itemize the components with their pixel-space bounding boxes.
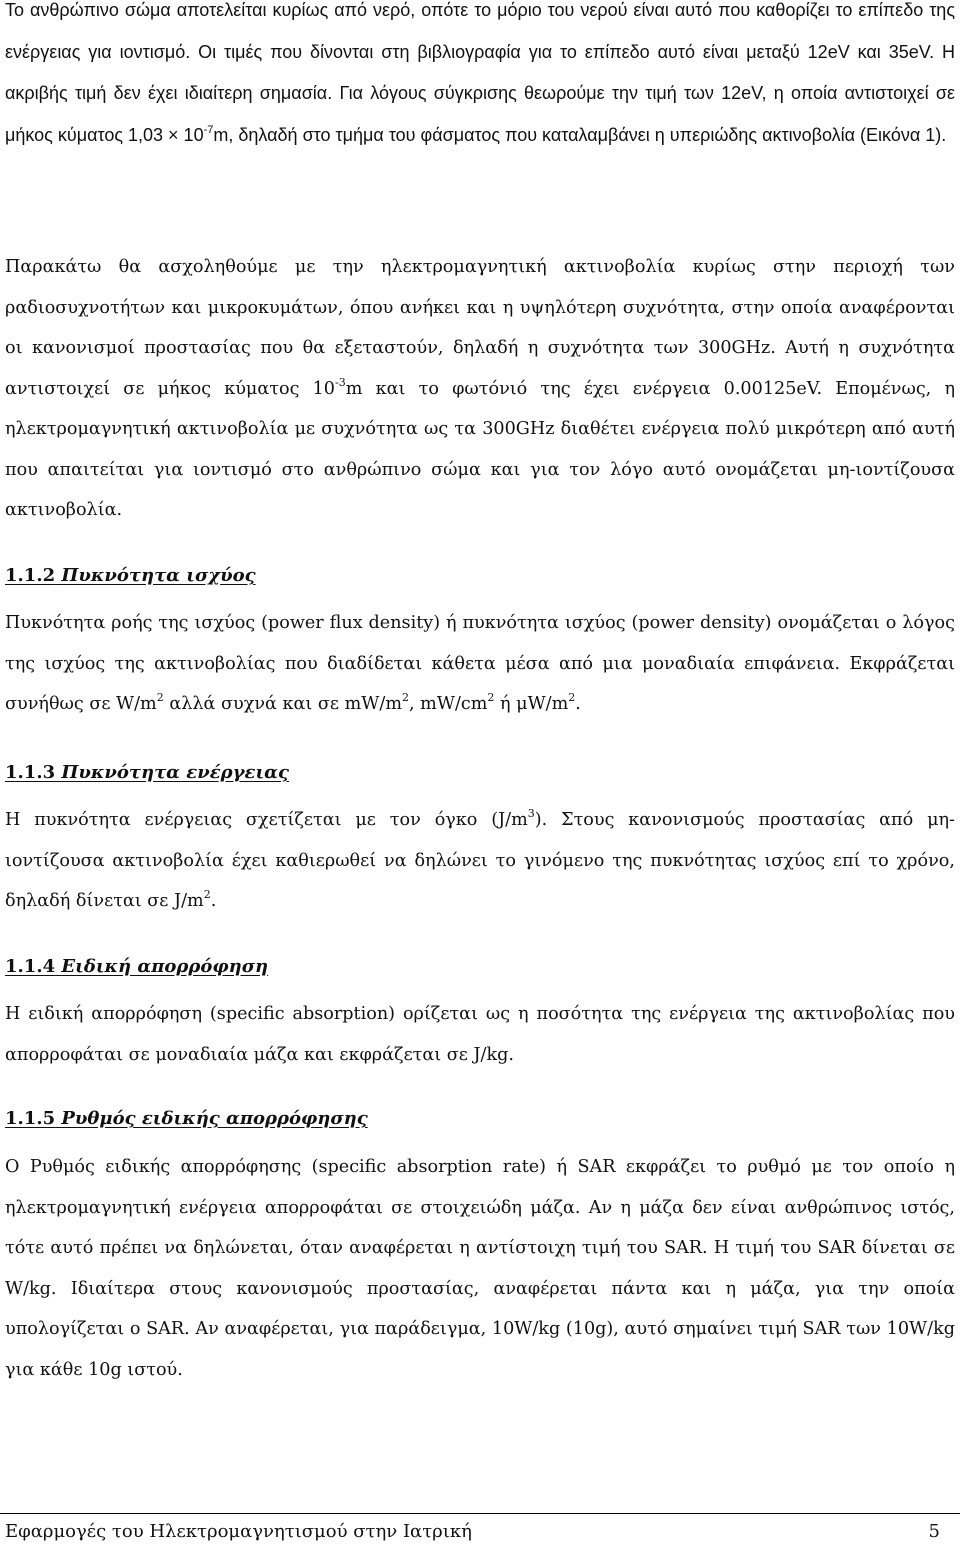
section-number: 1.1.3: [5, 762, 56, 783]
section-number: 1.1.2: [5, 565, 56, 586]
power-density-paragraph: [5, 603, 955, 725]
exponent: 2: [487, 691, 495, 705]
page-number: 5: [928, 1521, 940, 1542]
nonionizing-paragraph: [5, 247, 955, 531]
section-title: Ειδική απορρόφηση: [61, 956, 269, 977]
section-number: 1.1.4: [5, 956, 56, 977]
intro-paragraph: [5, 0, 955, 156]
power-density-text: αλλά συχνά και σε mW/m: [163, 694, 402, 714]
power-density-text: ή μW/m: [494, 694, 569, 714]
section-heading-sar: [5, 1108, 368, 1129]
footer-title: Εφαρμογές του Ηλεκτρομαγνητισμού στην Ιατρική: [5, 1521, 472, 1542]
energy-density-paragraph: [5, 800, 955, 922]
section-heading-energy-density: [5, 762, 289, 783]
power-density-text: Πυκνότητα ροής της ισχύος (power flux density) ή πυκνότητα ισχύος (power density) ονομάζεται ο λόγος της ισχύος της ακτινοβολίας που διαδίδεται κάθετα μέσα από μια μοναδιαία επιφάνεια. Εκφράζεται συνήθως σε W/m: [5, 613, 955, 714]
section-number: 1.1.5: [5, 1108, 56, 1129]
section-heading-power-density: [5, 565, 256, 586]
section-title: Πυκνότητα ενέργειας: [61, 762, 289, 783]
exponent: 2: [402, 691, 409, 705]
exponent: 2: [568, 691, 576, 705]
exponent: 2: [203, 888, 211, 902]
section-heading-specific-absorption: [5, 956, 268, 977]
section-title: Πυκνότητα ισχύος: [61, 565, 256, 586]
intro-tail: m, δηλαδή στο τμήμα του φάσματος που καταλαμβάνει η υπεριώδης ακτινοβολία (Εικόνα 1).: [213, 124, 947, 145]
intro-text: Το ανθρώπινο σώμα αποτελείται κυρίως από νερό, οπότε το μόριο του νερού είναι αυτό που καθορίζει το επίπεδο της ενέργειας για ιοντισμό. Οι τιμές που δίνονται στη βιβλιογραφία για το επίπεδο αυτό είναι μεταξύ 12eV και 35eV. Η ακριβής τιμή δεν έχει ιδιαίτερη σημασία. Για λόγους σύγκρισης θεωρούμε την τιμή των 12eV, η οποία αντιστοιχεί σε μήκος κύματος 1,03 × 10: [5, 0, 955, 145]
exponent: 2: [156, 691, 164, 705]
energy-density-text: Η πυκνότητα ενέργειας σχετίζεται με τον όγκο (J/m: [5, 810, 528, 830]
power-density-text: , mW/cm: [409, 694, 488, 714]
nonionizing-exponent: -3: [335, 375, 346, 389]
energy-density-text: .: [210, 891, 217, 911]
footer-divider: [0, 1513, 960, 1514]
exponent: 3: [527, 807, 535, 821]
sar-paragraph: Ο Ρυθμός ειδικής απορρόφησης (specific absorption rate) ή SAR εκφράζει το ρυθμό με τον οποίο η ηλεκτρομαγνητική ενέργεια απορροφάται σε στοιχειώδη μάζα. Αν η μάζα δεν είναι ανθρώπινος ιστός, τότε αυτό πρέπει να δηλώνεται, όταν αναφέρεται η αντίστοιχη τιμή του SAR. Η τιμή του SAR δίνεται σε W/kg. Ιδιαίτερα στους κανονισμούς προστασίας, αναφέρεται πάντα και η μάζα, για την οποία υπολογίζεται ο SAR. Αν αναφέρεται, για παράδειγμα, 10W/kg (10g), αυτό σημαίνει τιμή SAR των 10W/kg για κάθε 10g ιστού.: [5, 1157, 955, 1380]
nonionizing-text-b: m και το φωτόνιό της έχει ενέργεια 0.00125eV. Επομένως, η ηλεκτρομαγνητική ακτινοβολία με συχνότητα ως τα 300GHz διαθέτει ενέργεια πολύ μικρότερη από αυτή που απαιτείται για ιοντισμό στο ανθρώπινο σώμα και για τον λόγο αυτό ονομάζεται μη-ιοντίζουσα ακτινοβολία.: [5, 378, 955, 520]
specific-absorption-paragraph: Η ειδική απορρόφηση (specific absorption) ορίζεται ως η ποσότητα της ενέργεια της ακτινοβολίας που απορροφάται σε μοναδιαία μάζα και εκφράζεται σε J/kg.: [5, 1004, 955, 1065]
section-title: Ρυθμός ειδικής απορρόφησης: [61, 1108, 368, 1129]
power-density-text: .: [575, 694, 581, 714]
energy-density-text: ). Στους κανονισμούς προστασίας από μη-ιοντίζουσα ακτινοβολία έχει καθιερωθεί να δηλώνει το γινόμενο της πυκνότητας ισχύος επί το χρόνο, δηλαδή δίνεται σε J/m: [5, 810, 955, 911]
intro-exponent: -7: [203, 123, 214, 136]
nonionizing-text-a: Παρακάτω θα ασχοληθούμε με την ηλεκτρομαγνητική ακτινοβολία κυρίως στην περιοχή των ραδιοσυχνοτήτων και μικροκυμάτων, όπου ανήκει και η υψηλότερη συχνότητα, στην οποία αναφέρονται οι κανονισμοί προστασίας που θα εξεταστούν, δηλαδή η συχνότητα των 300GHz. Αυτή η συχνότητα αντιστοιχεί σε μήκος κύματος 10: [5, 257, 955, 399]
